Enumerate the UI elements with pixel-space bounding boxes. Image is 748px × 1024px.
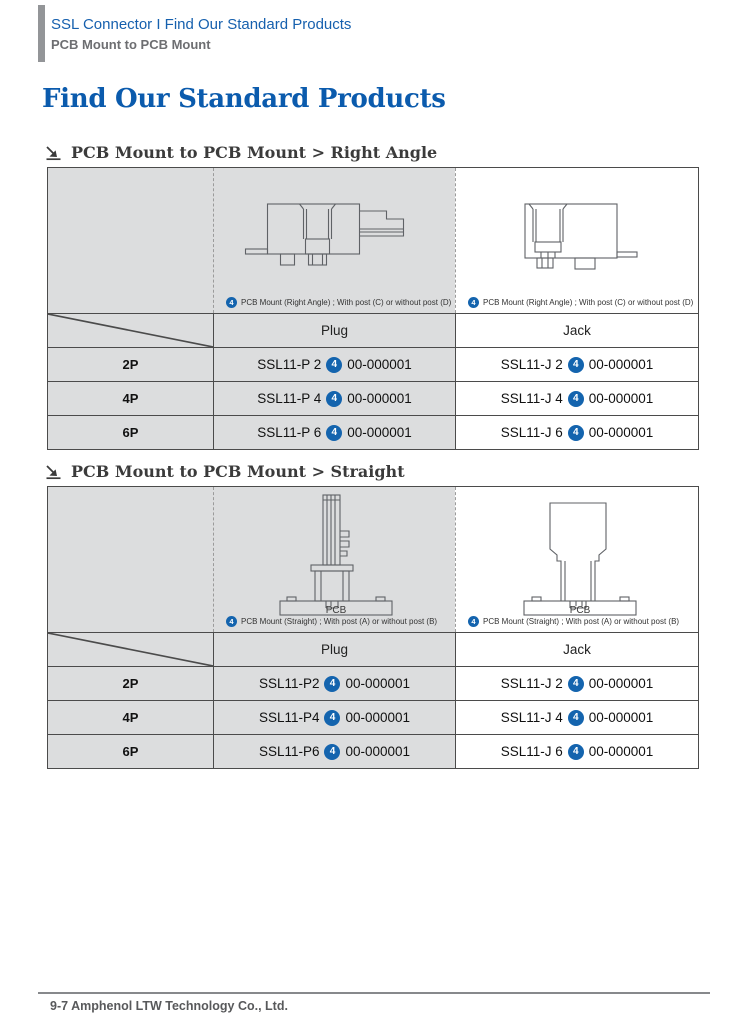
pin-count-cell: 4P	[48, 382, 213, 415]
circle-4-badge: 4	[326, 357, 342, 373]
straight-jack-drawing-cell	[455, 487, 698, 632]
drawing-row	[48, 487, 698, 632]
plug-drawing-caption	[226, 616, 453, 627]
straight-jack-drawing	[472, 493, 682, 617]
plug-part-number	[213, 382, 455, 415]
part-prefix: SSL11-P4	[258, 710, 320, 725]
circle-4-badge: 4	[324, 744, 340, 760]
part-suffix: 00-000001	[588, 744, 654, 759]
section-heading-straight	[44, 462, 405, 481]
plug-part-number	[213, 701, 455, 734]
part-suffix: 00-000001	[588, 425, 654, 440]
page-title: Find Our Standard Products	[42, 84, 446, 114]
plug-drawing-caption	[226, 297, 453, 308]
plug-caption-text: PCB Mount (Right Angle) ; With post (C) or without post (D)	[241, 298, 452, 307]
column-header-jack: Jack	[455, 314, 698, 347]
plug-part-number	[213, 735, 455, 768]
jack-part-number	[455, 416, 698, 449]
part-prefix: SSL11-J 4	[500, 710, 563, 725]
plug-caption-text: PCB Mount (Straight) ; With post (A) or without post (B)	[241, 617, 438, 626]
pin-count-cell: 4P	[48, 701, 213, 734]
part-suffix: 00-000001	[588, 710, 654, 725]
circle-4-badge: 4	[568, 391, 584, 407]
table-row	[48, 381, 698, 415]
jack-drawing-caption	[468, 297, 696, 308]
section-heading-right-angle	[44, 143, 437, 162]
part-prefix: SSL11-P 2	[257, 357, 322, 372]
footer-divider	[38, 992, 710, 994]
diagonal-line	[48, 314, 213, 347]
circle-4-badge: 4	[568, 710, 584, 726]
jack-caption-text: PCB Mount (Straight) ; With post (A) or without post (B)	[483, 617, 680, 626]
footer-text: 9-7 Amphenol LTW Technology Co., Ltd.	[50, 999, 288, 1013]
part-suffix: 00-000001	[588, 357, 654, 372]
jack-part-number	[455, 382, 698, 415]
pin-count-cell: 6P	[48, 416, 213, 449]
circle-4-badge: 4	[324, 676, 340, 692]
circle-4-badge: 4	[568, 676, 584, 692]
circle-4-badge: 4	[568, 425, 584, 441]
part-prefix: SSL11-J 4	[500, 391, 563, 406]
table-header-row	[48, 632, 698, 666]
right-angle-plug-drawing	[242, 194, 427, 272]
section-heading-label: PCB Mount to PCB Mount > Right Angle	[71, 143, 438, 162]
pin-count-cell: 6P	[48, 735, 213, 768]
part-suffix: 00-000001	[347, 425, 412, 440]
part-prefix: SSL11-P2	[258, 676, 320, 691]
circle-4-badge: 4	[568, 357, 584, 373]
table-header-row	[48, 313, 698, 347]
right-angle-plug-drawing-cell	[213, 168, 455, 313]
plug-part-number	[213, 348, 455, 381]
part-suffix: 00-000001	[345, 744, 411, 759]
part-prefix: SSL11-P 6	[257, 425, 322, 440]
part-prefix: SSL11-P 4	[257, 391, 322, 406]
part-prefix: SSL11-P6	[258, 744, 320, 759]
circle-4-badge: 4	[326, 391, 342, 407]
jack-part-number	[455, 735, 698, 768]
se-arrow-icon	[44, 145, 62, 161]
part-prefix: SSL11-J 2	[500, 676, 563, 691]
table-row	[48, 415, 698, 449]
circle-4-badge: 4	[326, 425, 342, 441]
pcb-board-label: PCB	[325, 605, 346, 616]
header-subtitle: PCB Mount to PCB Mount	[51, 37, 211, 52]
diagonal-header-cell	[48, 314, 213, 347]
plug-part-number	[213, 667, 455, 700]
part-suffix: 00-000001	[347, 391, 412, 406]
part-prefix: SSL11-J 6	[500, 425, 563, 440]
part-prefix: SSL11-J 2	[500, 357, 563, 372]
jack-part-number	[455, 348, 698, 381]
part-suffix: 00-000001	[347, 357, 412, 372]
section-heading-label: PCB Mount to PCB Mount > Straight	[71, 462, 405, 481]
part-prefix: SSL11-J 6	[500, 744, 563, 759]
jack-part-number	[455, 667, 698, 700]
straight-plug-drawing-cell	[213, 487, 455, 632]
circle-4-badge: 4	[468, 616, 479, 627]
right-angle-jack-drawing	[511, 196, 643, 272]
plug-part-number	[213, 416, 455, 449]
diagonal-header-cell	[48, 633, 213, 666]
jack-part-number	[455, 701, 698, 734]
jack-drawing-caption	[468, 616, 696, 627]
pcb-board-label: PCB	[569, 605, 591, 616]
part-suffix: 00-000001	[345, 676, 411, 691]
table-row	[48, 666, 698, 700]
part-suffix: 00-000001	[588, 391, 654, 406]
circle-4-badge: 4	[324, 710, 340, 726]
part-suffix: 00-000001	[588, 676, 654, 691]
table-row	[48, 700, 698, 734]
part-suffix: 00-000001	[345, 710, 411, 725]
jack-caption-text: PCB Mount (Right Angle) ; With post (C) or without post (D)	[483, 298, 694, 307]
circle-4-badge: 4	[468, 297, 479, 308]
header-accent-bar	[38, 5, 45, 62]
circle-4-badge: 4	[226, 297, 237, 308]
pin-count-cell: 2P	[48, 348, 213, 381]
circle-4-badge: 4	[568, 744, 584, 760]
circle-4-badge: 4	[226, 616, 237, 627]
column-header-plug: Plug	[213, 633, 455, 666]
drawing-row-spacer-cell	[48, 487, 213, 632]
diagonal-line	[48, 633, 213, 666]
right-angle-table	[47, 167, 699, 450]
drawing-row-spacer-cell	[48, 168, 213, 313]
table-row	[48, 734, 698, 768]
straight-plug-drawing	[230, 493, 440, 617]
drawing-row	[48, 168, 698, 313]
straight-table	[47, 486, 699, 769]
header-breadcrumb: SSL Connector I Find Our Standard Products	[51, 16, 352, 33]
table-row	[48, 347, 698, 381]
right-angle-jack-drawing-cell	[455, 168, 698, 313]
se-arrow-icon	[44, 464, 62, 480]
pin-count-cell: 2P	[48, 667, 213, 700]
column-header-jack: Jack	[455, 633, 698, 666]
column-header-plug: Plug	[213, 314, 455, 347]
